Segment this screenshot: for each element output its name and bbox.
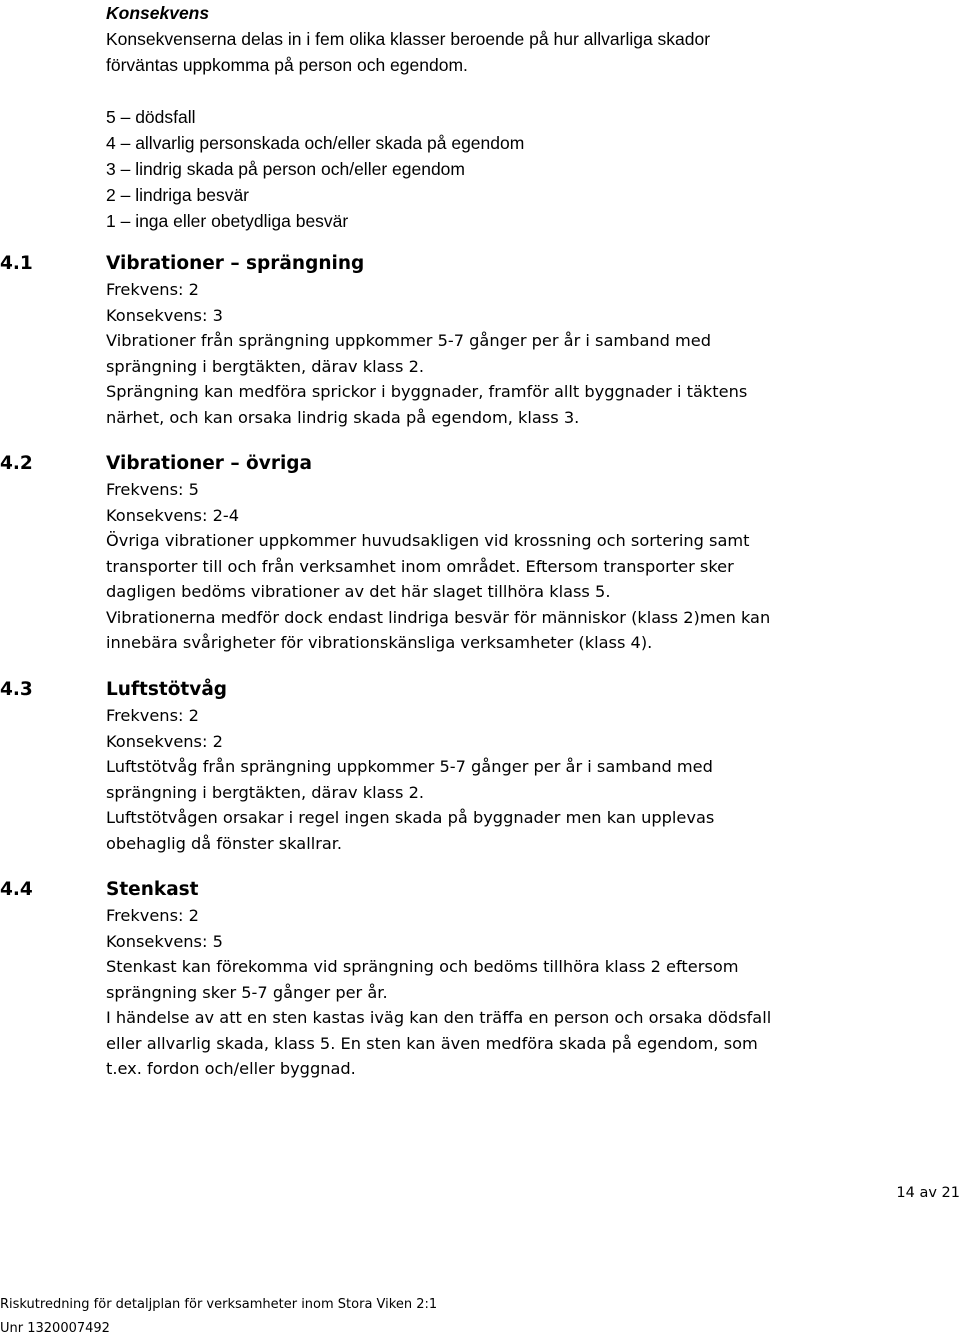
body-line: sprängning sker 5-7 gånger per år. <box>106 982 388 1002</box>
body-line: eller allvarlig skada, klass 5. En sten kan även medföra skada på egendom, som <box>106 1033 758 1053</box>
section-title: Vibrationer – övriga <box>106 453 313 474</box>
section-heading <box>0 451 900 477</box>
section-heading <box>0 677 900 703</box>
section-body <box>106 703 886 856</box>
intro-text-line: Konsekvenserna delas in i fem olika klasser beroende på hur allvarliga skador <box>106 29 711 49</box>
section-heading <box>0 251 900 277</box>
body-line: sprängning i bergtäkten, därav klass 2. <box>106 782 425 802</box>
body-line: Luftstötvågen orsakar i regel ingen skada på byggnader men kan upplevas <box>106 808 715 827</box>
section-number: 4.2 <box>0 453 33 474</box>
body-line: Vibrationer från sprängning uppkommer 5-7 gånger per år i samband med <box>106 331 712 350</box>
body-line: sprängning i bergtäkten, därav klass 2. <box>106 356 425 376</box>
konsekvens-line: Konsekvens: 2 <box>106 731 223 751</box>
consequence-levels-list <box>106 104 946 234</box>
section-title: Stenkast <box>106 879 199 900</box>
intro-block <box>106 0 946 234</box>
page-number: 14 av 21 <box>896 1185 960 1201</box>
section-4-4 <box>0 877 900 1082</box>
body-line: t.ex. fordon och/eller byggnad. <box>106 1059 356 1078</box>
body-line: obehaglig då fönster skallrar. <box>106 833 343 853</box>
section-number: 4.1 <box>0 253 33 274</box>
consequence-level-item: 5 – dödsfall <box>106 107 196 127</box>
section-title: Luftstötvåg <box>106 679 228 700</box>
body-line: transporter till och från verksamhet inom området. Eftersom transporter sker <box>106 556 734 576</box>
section-body <box>106 903 886 1082</box>
intro-heading: Konsekvens <box>106 3 210 23</box>
body-line: dagligen bedöms vibrationer av det här slaget tillhöra klass 5. <box>106 582 611 601</box>
body-line: Stenkast kan förekomma vid sprängning och bedöms tillhöra klass 2 eftersom <box>106 957 739 976</box>
consequence-level-item: 2 – lindriga besvär <box>106 185 249 205</box>
frekvens-line: Frekvens: 2 <box>106 280 199 299</box>
body-line: Vibrationerna medför dock endast lindriga besvär för människor (klass 2)men kan <box>106 607 771 627</box>
konsekvens-line: Konsekvens: 5 <box>106 931 223 951</box>
konsekvens-line: Konsekvens: 3 <box>106 305 223 325</box>
body-line: Sprängning kan medföra sprickor i byggnader, framför allt byggnader i täktens <box>106 382 748 401</box>
body-line: innebära svårigheter för vibrationskänsliga verksamheter (klass 4). <box>106 633 653 652</box>
consequence-level-item: 1 – inga eller obetydliga besvär <box>106 211 349 231</box>
consequence-level-item: 4 – allvarlig personskada och/eller skada på egendom <box>106 133 525 153</box>
footer-unr: Unr 1320007492 <box>0 1321 110 1336</box>
body-line: Övriga vibrationer uppkommer huvudsakligen vid krossning och sortering samt <box>106 531 750 550</box>
frekvens-line: Frekvens: 2 <box>106 906 199 925</box>
body-line: Luftstötvåg från sprängning uppkommer 5-7 gånger per år i samband med <box>106 757 713 776</box>
footer-document-title: Riskutredning för detaljplan för verksamheter inom Stora Viken 2:1 <box>0 1297 438 1312</box>
body-line: närhet, och kan orsaka lindrig skada på egendom, klass 3. <box>106 407 580 427</box>
section-number: 4.3 <box>0 679 33 700</box>
intro-text-line: förväntas uppkomma på person och egendom. <box>106 55 468 75</box>
konsekvens-line: Konsekvens: 2-4 <box>106 505 240 525</box>
section-heading <box>0 877 900 903</box>
body-line: I händelse av att en sten kastas iväg kan den träffa en person och orsaka dödsfall <box>106 1008 772 1027</box>
section-number: 4.4 <box>0 879 33 900</box>
section-body <box>106 277 886 430</box>
frekvens-line: Frekvens: 5 <box>106 480 199 499</box>
consequence-level-item: 3 – lindrig skada på person och/eller egendom <box>106 159 465 179</box>
section-4-3 <box>0 677 900 856</box>
section-4-1 <box>0 251 900 430</box>
section-title: Vibrationer – sprängning <box>106 253 365 274</box>
section-4-2 <box>0 451 900 656</box>
section-body <box>106 477 886 656</box>
frekvens-line: Frekvens: 2 <box>106 706 199 725</box>
